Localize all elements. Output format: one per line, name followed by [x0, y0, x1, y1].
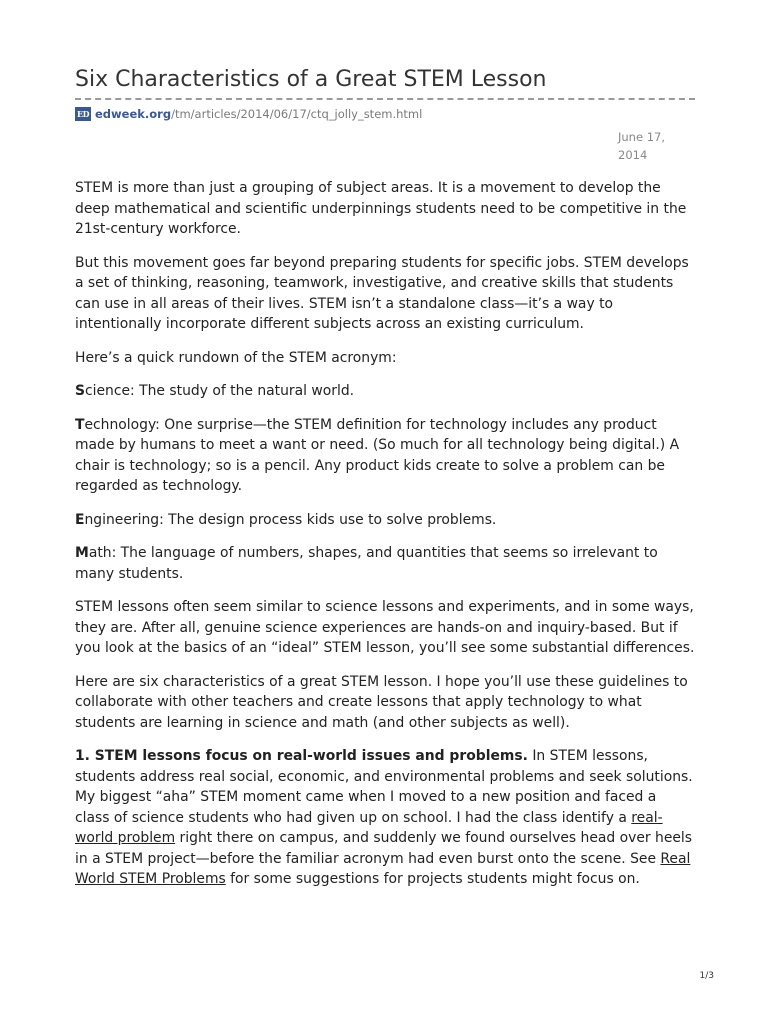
technology-definition: echnology: One surprise—the STEM definition for technology includes any product made by humans to meet a want or need. (So much for all technology being digital.) A chair is technology; so is a pencil. Any product kids create to solve a problem can be regarded as technology.: [75, 416, 680, 494]
paragraph-differences: STEM lessons often seem similar to science lessons and experiments, and in some ways, they are. After all, genuine science experiences are hands-on and inquiry-based. But if you look at the basics of an “ideal” STEM lesson, you’ll see some substantial differences.: [75, 599, 695, 656]
acronym-letter-e: E: [75, 511, 85, 528]
page-title: Six Characteristics of a Great STEM Lesson: [75, 67, 547, 92]
paragraph-intro: STEM is more than just a grouping of subject areas. It is a movement to develop the deep mathematical and scientific underpinnings students need to be competitive in the 21st-century workforce.: [75, 180, 687, 237]
real-world-stem-problems-link[interactable]: Real World STEM Problems: [75, 850, 691, 887]
article-body: [75, 178, 695, 903]
source-line: [75, 106, 695, 122]
item-1-text-c: for some suggestions for projects students might focus on.: [225, 871, 640, 887]
title-divider: [75, 98, 695, 100]
page-number: 1/3: [699, 971, 714, 981]
acronym-letter-t: T: [75, 416, 85, 433]
paragraph-rundown: Here’s a quick rundown of the STEM acronym:: [75, 349, 397, 366]
paragraph-engineering: [75, 510, 695, 531]
acronym-letter-m: M: [75, 545, 89, 561]
edweek-logo-icon: ED: [76, 109, 90, 119]
item-1-text-a: In STEM lessons, students address real social, economic, and environmental problems and seek solutions. My biggest “aha” STEM moment came when I moved to a new position and faced a class of science students who had given up on school. I had the class identify a: [75, 748, 693, 826]
paragraph-six-characteristics: Here are six characteristics of a great STEM lesson. I hope you’ll use these guidelines to collaborate with other teachers and create lessons that apply technology to what students are learning in science and math (and other subjects as well).: [75, 673, 688, 731]
item-1-text-b: right there on campus, and suddenly we found ourselves head over heels in a STEM project—before the familiar acronym had even burst onto the scene. See: [75, 830, 693, 867]
engineering-definition: ngineering: The design process kids use to solve problems.: [84, 511, 497, 528]
article-date: June 17, 2014: [618, 130, 665, 162]
source-domain[interactable]: edweek.org: [95, 107, 172, 121]
math-definition: ath: The language of numbers, shapes, and quantities that seems so irrelevant to many students.: [75, 545, 658, 582]
paragraph-movement: But this movement goes far beyond preparing students for specific jobs. STEM develops a set of thinking, reasoning, teamwork, investigative, and creative skills that students can use in all areas of their lives. STEM isn’t a standalone class—it’s a way to intentionally incorporate different subjects across an existing curriculum.: [75, 254, 689, 332]
document-page: [75, 64, 695, 887]
paragraph-math: [75, 543, 695, 584]
source-path[interactable]: /tm/articles/2014/06/17/ctq_jolly_stem.html: [171, 107, 423, 121]
paragraph-item-1: [75, 746, 695, 890]
paragraph-science: [75, 381, 695, 402]
item-1-heading: 1. STEM lessons focus on real-world issues and problems.: [75, 748, 528, 764]
science-definition: cience: The study of the natural world.: [85, 383, 355, 399]
acronym-letter-s: S: [75, 383, 86, 399]
paragraph-technology: [75, 415, 695, 497]
real-world-problem-link[interactable]: real-world problem: [75, 809, 663, 846]
